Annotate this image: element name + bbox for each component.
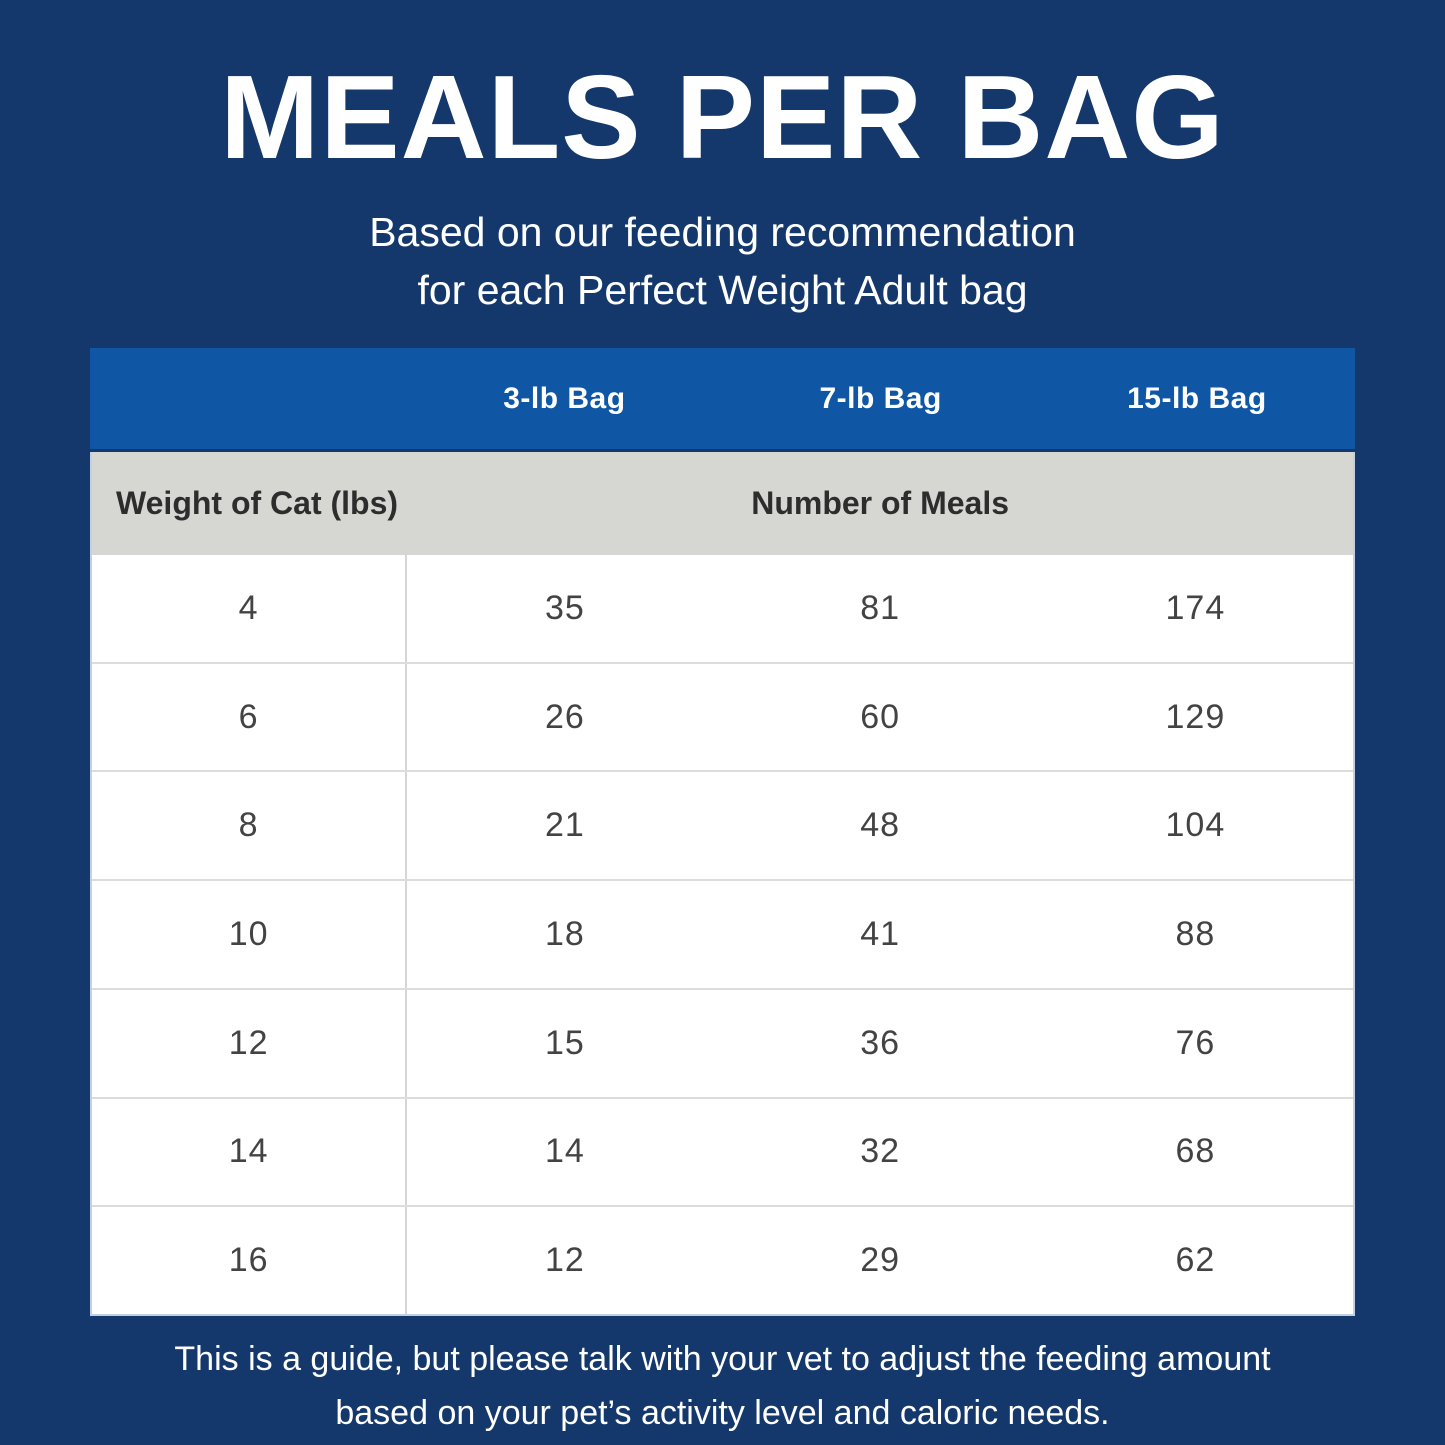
cell-weight: 14: [92, 1099, 407, 1206]
cell-3lb-meals: 18: [544, 915, 585, 954]
table-subheader-row: [90, 452, 1355, 555]
meals-per-bag-table: [90, 348, 1355, 1319]
cell-weight: 10: [92, 881, 407, 988]
table-row: [92, 1205, 1353, 1314]
page-title: MEALS PER BAG: [220, 51, 1225, 184]
disclaimer-line-2: based on your pet’s activity level and caloric needs.: [335, 1394, 1110, 1432]
subheader-weight-of-cat: Weight of Cat (lbs): [116, 485, 399, 521]
cell-weight: 4: [92, 555, 407, 662]
cell-weight: 12: [92, 990, 407, 1097]
page-subtitle: [0, 203, 1445, 319]
cell-3lb-meals: 26: [544, 697, 585, 736]
subtitle-line-1: Based on our feeding recommendation: [369, 209, 1076, 255]
disclaimer-text: [0, 1332, 1445, 1440]
header-cell-7lb-bag: 7-lb Bag: [819, 381, 942, 415]
cell-weight: 16: [92, 1207, 407, 1314]
table-row: [92, 662, 1353, 771]
header-cell-3lb-bag: 3-lb Bag: [503, 381, 626, 415]
cell-7lb-meals: 41: [860, 915, 901, 954]
disclaimer-line-1: This is a guide, but please talk with your vet to adjust the feeding amount: [174, 1340, 1271, 1378]
table-row: [92, 1097, 1353, 1206]
cell-7lb-meals: 32: [860, 1132, 901, 1171]
table-row: [92, 555, 1353, 662]
cell-15lb-meals: 88: [1175, 915, 1216, 954]
cell-15lb-meals: 76: [1175, 1023, 1216, 1062]
cell-3lb-meals: 14: [544, 1132, 585, 1171]
cell-3lb-meals: 21: [544, 806, 585, 845]
cell-7lb-meals: 81: [860, 588, 901, 627]
subheader-number-of-meals: Number of Meals: [751, 485, 1010, 521]
cell-3lb-meals: 15: [544, 1023, 585, 1062]
table-row: [92, 770, 1353, 879]
table-header-row: [90, 348, 1355, 452]
cell-weight: 8: [92, 772, 407, 879]
cell-15lb-meals: 62: [1175, 1241, 1216, 1280]
header-cell-15lb-bag: 15-lb Bag: [1127, 381, 1267, 415]
cell-weight: 6: [92, 664, 407, 771]
table-row: [92, 879, 1353, 988]
cell-15lb-meals: 104: [1165, 806, 1226, 845]
subtitle-line-2: for each Perfect Weight Adult bag: [417, 267, 1028, 313]
cell-15lb-meals: 174: [1165, 588, 1226, 627]
cell-3lb-meals: 12: [544, 1241, 585, 1280]
header-cell-empty: [90, 348, 406, 449]
cell-15lb-meals: 68: [1175, 1132, 1216, 1171]
cell-7lb-meals: 48: [860, 806, 901, 845]
cell-7lb-meals: 60: [860, 697, 901, 736]
cell-3lb-meals: 35: [544, 588, 585, 627]
table-body: [90, 555, 1355, 1316]
cell-7lb-meals: 29: [860, 1241, 901, 1280]
table-row: [92, 988, 1353, 1097]
cell-15lb-meals: 129: [1165, 697, 1226, 736]
cell-7lb-meals: 36: [860, 1023, 901, 1062]
